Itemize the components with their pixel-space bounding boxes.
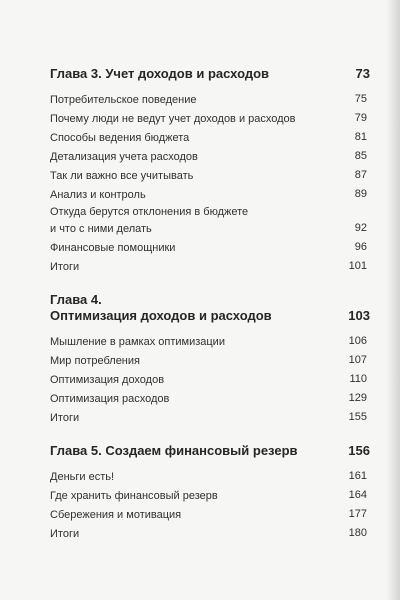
toc-entry-title: Итоги	[50, 261, 80, 273]
toc-entry-page: 107	[348, 354, 367, 366]
toc-entry	[50, 128, 370, 147]
toc-entry	[50, 185, 370, 204]
toc-entry-title: Сбережения и мотивация	[50, 509, 182, 521]
toc-entry	[50, 505, 370, 524]
toc-entry-page: 89	[354, 188, 367, 200]
toc-entry	[50, 147, 370, 166]
chapter-title: Глава 4. Оптимизация доходов и расходов	[50, 292, 272, 323]
toc-entry	[50, 370, 370, 389]
toc-entry-page: 81	[354, 131, 367, 143]
toc-entry-page: 155	[348, 411, 367, 423]
toc-entry-title: Анализ и контроль	[50, 189, 146, 201]
toc-entry	[50, 109, 370, 128]
toc-entry-page: 106	[348, 335, 367, 347]
toc-entry-page: 101	[348, 260, 367, 272]
section-gap	[50, 276, 370, 292]
toc-entry	[50, 90, 370, 109]
toc-entry-title: Откуда берутся отклонения в бюджете и что с ними делать	[50, 206, 249, 235]
toc-entry-page: 177	[348, 508, 367, 520]
toc-entry-title: Финансовые помощники	[50, 242, 176, 254]
chapter-page-number: 103	[348, 308, 370, 323]
chapter-title: Глава 3. Учет доходов и расходов	[50, 66, 270, 81]
chapter-title: Глава 5. Создаем финансовый резерв	[50, 443, 298, 458]
toc-entry	[50, 408, 370, 427]
toc-entry-page: 85	[354, 150, 367, 162]
chapter-page-number: 73	[355, 66, 370, 81]
toc-entry-page: 164	[348, 489, 367, 501]
toc-entry-page: 96	[354, 241, 367, 253]
toc-entry-title: Потребительское поведение	[50, 94, 197, 106]
toc-entry-page: 87	[354, 169, 367, 181]
toc-entry	[50, 238, 370, 257]
section-gap	[50, 427, 370, 443]
toc-entry	[50, 257, 370, 276]
toc-entry	[50, 389, 370, 408]
chapter-heading	[50, 66, 370, 82]
toc-entry-title: Мышление в рамках оптимизации	[50, 336, 225, 348]
toc-entry-title: Способы ведения бюджета	[50, 132, 190, 144]
toc-entry-page: 110	[349, 373, 367, 385]
toc-entry-title: Итоги	[50, 412, 80, 424]
toc-entry-page: 161	[348, 470, 367, 482]
toc-entry-title: Где хранить финансовый резерв	[50, 490, 218, 502]
toc-entry-title: Оптимизация расходов	[50, 393, 170, 405]
toc-entry	[50, 467, 370, 486]
toc-entry-title: Детализация учета расходов	[50, 151, 198, 163]
page-edge	[386, 0, 400, 600]
toc-entry	[50, 486, 370, 505]
table-of-contents	[50, 66, 370, 543]
toc-entry-title: Итоги	[50, 528, 80, 540]
toc-entry	[50, 351, 370, 370]
toc-entry-title: Мир потребления	[50, 355, 140, 367]
toc-entry-title: Деньги есть!	[50, 471, 115, 483]
toc-entry-page: 92	[354, 222, 367, 234]
toc-entry-page: 129	[348, 392, 367, 404]
toc-entry	[50, 332, 370, 351]
toc-entry	[50, 204, 370, 238]
toc-entry-page: 75	[354, 93, 367, 105]
toc-entry-title: Почему люди не ведут учет доходов и расходов	[50, 113, 296, 125]
chapter-heading	[50, 443, 370, 459]
toc-entry-page: 180	[348, 527, 367, 539]
toc-entry-title: Так ли важно все учитывать	[50, 170, 194, 182]
toc-entry	[50, 524, 370, 543]
chapter-page-number: 156	[348, 443, 370, 458]
chapter-heading	[50, 292, 370, 324]
toc-entry	[50, 166, 370, 185]
toc-entry-title: Оптимизация доходов	[50, 374, 165, 386]
toc-entry-page: 79	[354, 112, 367, 124]
